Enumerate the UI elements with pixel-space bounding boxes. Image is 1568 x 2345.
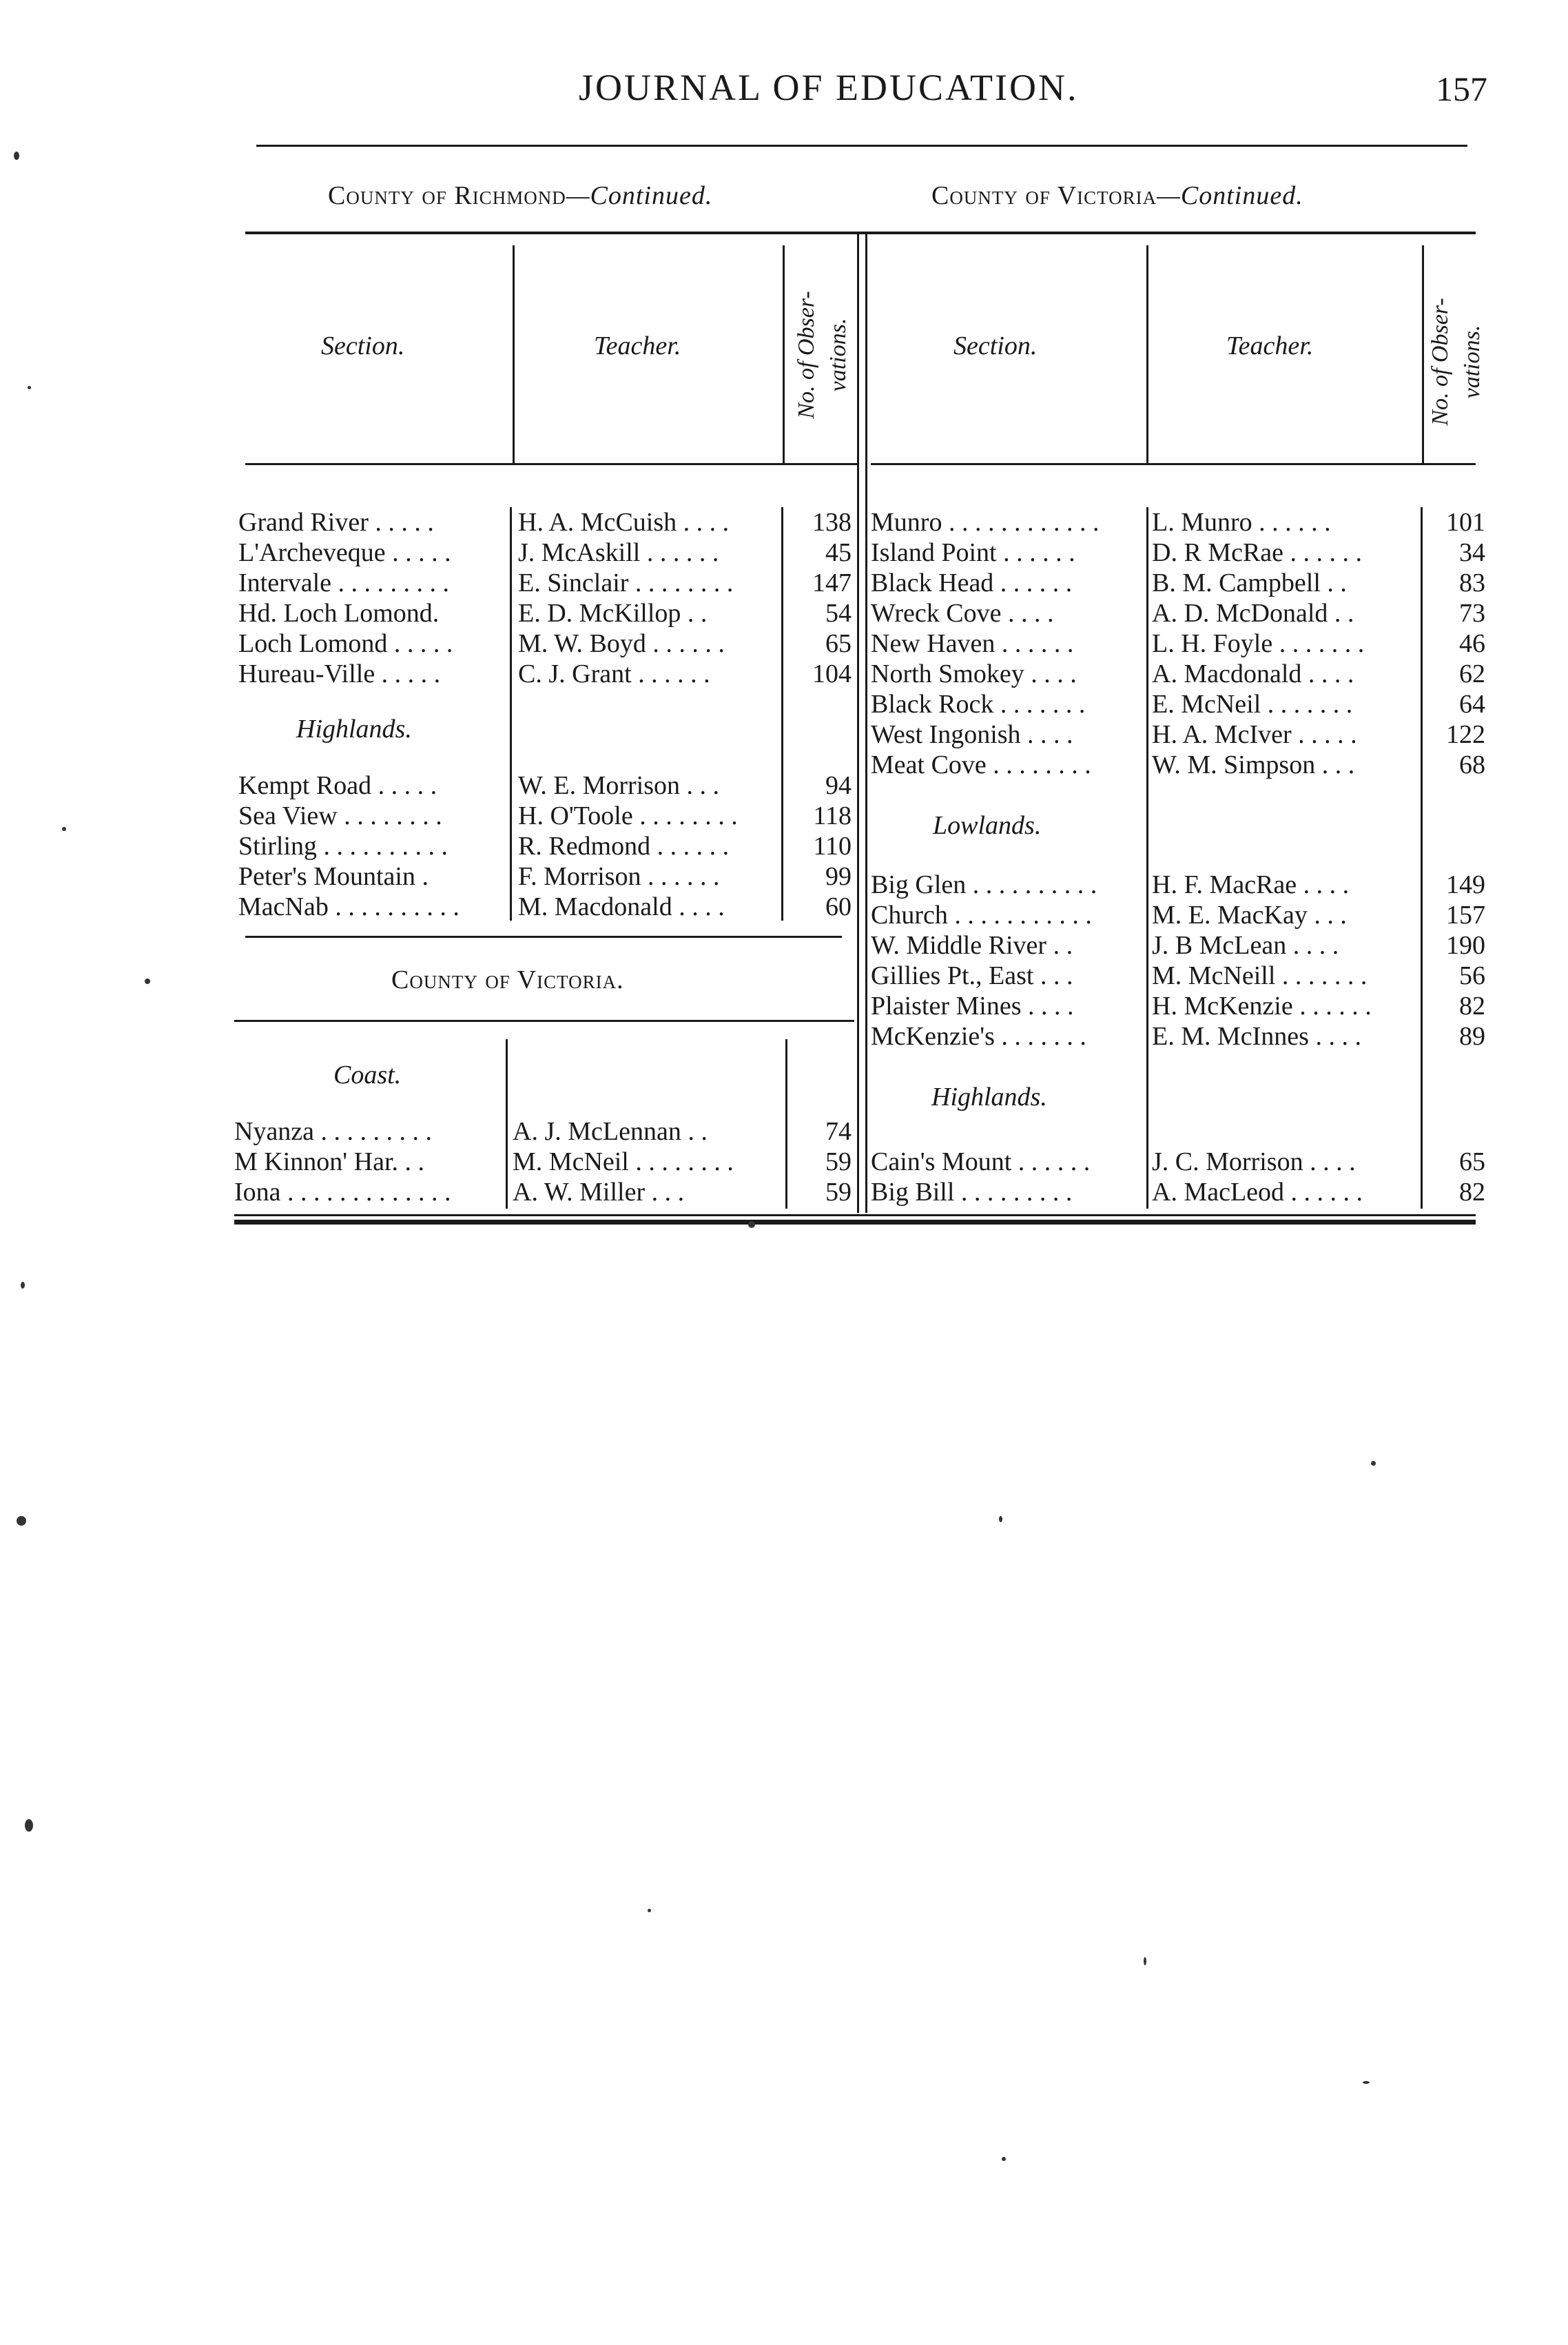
left-row-obs: 59 [825, 1147, 852, 1176]
victoria-heading-rule [234, 1020, 854, 1022]
left-observations-heading: No. of Obser- vations. [794, 291, 851, 419]
left-row-teacher: A. J. McLennan . . [513, 1117, 708, 1146]
right-row-teacher: D. R McRae . . . . . . [1152, 538, 1363, 567]
right-teacher-divider [1146, 507, 1148, 1209]
right-row-teacher: E. McNeil . . . . . . . [1152, 690, 1353, 719]
left-row-obs: 110 [813, 832, 852, 861]
scan-speck [748, 1221, 755, 1228]
right-row-obs: 149 [1446, 870, 1485, 899]
right-row-obs: 101 [1446, 508, 1485, 537]
right-row-teacher: A. MacLeod . . . . . . [1152, 1178, 1363, 1207]
right-teacher-heading: Teacher. [1226, 331, 1314, 360]
right-row-obs: 62 [1459, 659, 1485, 688]
right-row-teacher: H. A. McIver . . . . . [1152, 720, 1357, 749]
left-row-obs: 59 [825, 1178, 852, 1207]
table-bottom-rule-thin [234, 1214, 1476, 1216]
right-row-teacher: E. M. McInnes . . . . [1152, 1022, 1361, 1051]
left-teacher-divider-c [506, 1039, 508, 1209]
right-row-teacher: A. Macdonald . . . . [1152, 659, 1354, 688]
right-row-section: Cain's Mount . . . . . . [871, 1147, 1091, 1176]
right-row-teacher: H. McKenzie . . . . . . [1152, 992, 1372, 1021]
right-county-heading: County of Victoria—Continued. [931, 181, 1303, 210]
left-teacher-divider-a [510, 507, 512, 921]
right-row-section: Big Bill . . . . . . . . . [871, 1178, 1073, 1207]
left-row-section: Loch Lomond . . . . . [238, 629, 453, 658]
right-row-teacher: H. F. MacRae . . . . [1152, 870, 1350, 899]
left-section-heading: Section. [321, 331, 405, 360]
right-row-section: Black Rock . . . . . . . [871, 690, 1086, 719]
left-row-obs: 138 [812, 508, 852, 537]
left-row-teacher: E. Sinclair . . . . . . . . [518, 569, 734, 597]
left-row-teacher: H. A. McCuish . . . . [518, 508, 730, 537]
left-row-obs: 99 [825, 862, 852, 891]
left-row-obs: 118 [813, 801, 852, 830]
right-teacher-divider-head [1146, 245, 1148, 463]
left-row-section: Kempt Road . . . . . [238, 771, 437, 800]
right-row-teacher: M. McNeill . . . . . . . [1152, 961, 1368, 990]
right-section-heading: Section. [953, 331, 1038, 360]
left-row-obs: 74 [825, 1117, 852, 1146]
left-row-obs: 94 [825, 771, 852, 800]
left-row-obs: 147 [812, 569, 852, 597]
left-row-section: Sea View . . . . . . . . [238, 801, 442, 830]
scan-speck [999, 1516, 1002, 1522]
left-row-teacher: H. O'Toole . . . . . . . . [518, 801, 738, 830]
left-row-teacher: A. W. Miller . . . [513, 1178, 685, 1207]
right-row-obs: 83 [1459, 569, 1485, 597]
scan-speck [1002, 2157, 1006, 2161]
right-row-section: Church . . . . . . . . . . . [871, 901, 1092, 930]
right-obs-divider-head [1422, 245, 1424, 463]
left-row-teacher: R. Redmond . . . . . . [518, 832, 730, 861]
right-row-teacher: B. M. Campbell . . [1152, 569, 1347, 597]
center-divider-b [865, 234, 867, 1213]
left-teacher-divider-head [513, 245, 515, 463]
header-rule [256, 145, 1467, 147]
left-row-teacher: J. McAskill . . . . . . [518, 538, 719, 567]
right-row-obs: 68 [1459, 750, 1485, 779]
right-row-section: Plaister Mines . . . . [871, 992, 1074, 1021]
right-highlands-subhead: Highlands. [931, 1083, 1047, 1112]
running-head: JOURNAL OF EDUCATION. [579, 67, 1079, 108]
right-row-section: Island Point . . . . . . [871, 538, 1075, 567]
left-row-section: Grand River . . . . . [238, 508, 434, 537]
right-row-obs: 46 [1459, 629, 1485, 658]
right-row-obs: 56 [1459, 961, 1485, 990]
right-observations-heading: No. of Obser- vations. [1427, 298, 1485, 426]
right-row-obs: 89 [1459, 1022, 1485, 1051]
right-row-teacher: W. M. Simpson . . . [1152, 750, 1355, 779]
left-row-teacher: E. D. McKillop . . [518, 599, 708, 628]
scan-speck [145, 979, 150, 984]
scan-speck [14, 152, 19, 160]
left-row-teacher: M. Macdonald . . . . [518, 892, 725, 921]
right-obs-divider [1421, 507, 1423, 1209]
left-row-teacher: W. E. Morrison . . . [518, 771, 720, 800]
scan-speck [1363, 2081, 1370, 2084]
left-county-heading: County of Richmond—Continued. [328, 181, 713, 210]
right-row-section: Munro . . . . . . . . . . . . [871, 508, 1100, 537]
table-bottom-rule-thick [234, 1220, 1476, 1225]
left-header-rule [245, 463, 858, 465]
page-number: 157 [1436, 70, 1487, 108]
left-row-section: Stirling . . . . . . . . . . [238, 832, 448, 861]
scan-speck [25, 1819, 33, 1832]
left-row-section: L'Archeveque . . . . . [238, 538, 451, 567]
right-row-obs: 157 [1446, 901, 1485, 930]
right-row-section: Big Glen . . . . . . . . . . [871, 870, 1097, 899]
left-highlands-subhead: Highlands. [296, 715, 412, 744]
right-lowlands-subhead: Lowlands. [933, 811, 1042, 840]
right-row-obs: 34 [1459, 538, 1485, 567]
right-row-section: New Haven . . . . . . [871, 629, 1074, 658]
left-obs-divider-a [781, 507, 783, 921]
right-row-section: Meat Cove . . . . . . . . [871, 750, 1091, 779]
left-obs-divider-c [785, 1039, 787, 1209]
left-row-teacher: M. McNeil . . . . . . . . [513, 1147, 734, 1176]
right-row-teacher: J. B McLean . . . . [1152, 931, 1339, 960]
left-teacher-heading: Teacher. [594, 331, 681, 360]
left-row-section: Hd. Loch Lomond. [238, 599, 440, 628]
left-row-obs: 45 [825, 538, 852, 567]
right-header-rule [871, 463, 1476, 465]
left-row-obs: 104 [812, 659, 852, 688]
right-row-teacher: J. C. Morrison . . . . [1152, 1147, 1356, 1176]
scan-speck [648, 1909, 651, 1912]
scan-speck [17, 1516, 26, 1526]
left-row-teacher: F. Morrison . . . . . . [518, 862, 720, 891]
left-coast-subhead: Coast. [333, 1061, 402, 1089]
victoria-heading: County of Victoria. [391, 965, 624, 994]
right-row-section: West Ingonish . . . . [871, 720, 1073, 749]
scan-speck [62, 827, 66, 831]
right-row-teacher: L. Munro . . . . . . [1152, 508, 1331, 537]
right-row-section: McKenzie's . . . . . . . [871, 1022, 1086, 1051]
left-row-section: Iona . . . . . . . . . . . . . [234, 1178, 451, 1207]
left-row-section: Intervale . . . . . . . . . [238, 569, 450, 597]
left-row-obs: 54 [825, 599, 852, 628]
right-row-teacher: L. H. Foyle . . . . . . . [1152, 629, 1365, 658]
right-row-section: Gillies Pt., East . . . [871, 961, 1073, 990]
victoria-top-rule [245, 936, 842, 938]
scan-speck [1371, 1461, 1376, 1466]
left-row-section: MacNab . . . . . . . . . . [238, 892, 460, 921]
right-row-section: North Smokey . . . . [871, 659, 1077, 688]
right-row-obs: 73 [1459, 599, 1485, 628]
right-row-obs: 122 [1446, 720, 1485, 749]
left-row-teacher: C. J. Grant . . . . . . [518, 659, 710, 688]
table-top-rule [245, 232, 1476, 234]
scan-speck [21, 1282, 25, 1289]
left-row-section: Peter's Mountain . [238, 862, 429, 891]
right-row-obs: 82 [1459, 1178, 1485, 1207]
right-row-obs: 64 [1459, 690, 1485, 719]
left-row-teacher: M. W. Boyd . . . . . . [518, 629, 725, 658]
right-row-section: Black Head . . . . . . [871, 569, 1073, 597]
scan-speck [28, 386, 31, 389]
right-row-obs: 65 [1459, 1147, 1485, 1176]
right-row-section: Wreck Cove . . . . [871, 599, 1054, 628]
right-row-obs: 190 [1446, 931, 1485, 960]
left-row-obs: 60 [825, 892, 852, 921]
center-divider-a [857, 234, 859, 1213]
left-row-section: Nyanza . . . . . . . . . [234, 1117, 433, 1146]
left-obs-divider-head [783, 245, 785, 463]
left-row-section: M Kinnon' Har. . . [234, 1147, 425, 1176]
right-row-section: W. Middle River . . [871, 931, 1073, 960]
left-row-section: Hureau-Ville . . . . . [238, 659, 441, 688]
scan-speck [1144, 1957, 1146, 1965]
right-row-teacher: M. E. MacKay . . . [1152, 901, 1347, 930]
right-row-obs: 82 [1459, 992, 1485, 1021]
right-row-teacher: A. D. McDonald . . [1152, 599, 1354, 628]
left-row-obs: 65 [825, 629, 852, 658]
